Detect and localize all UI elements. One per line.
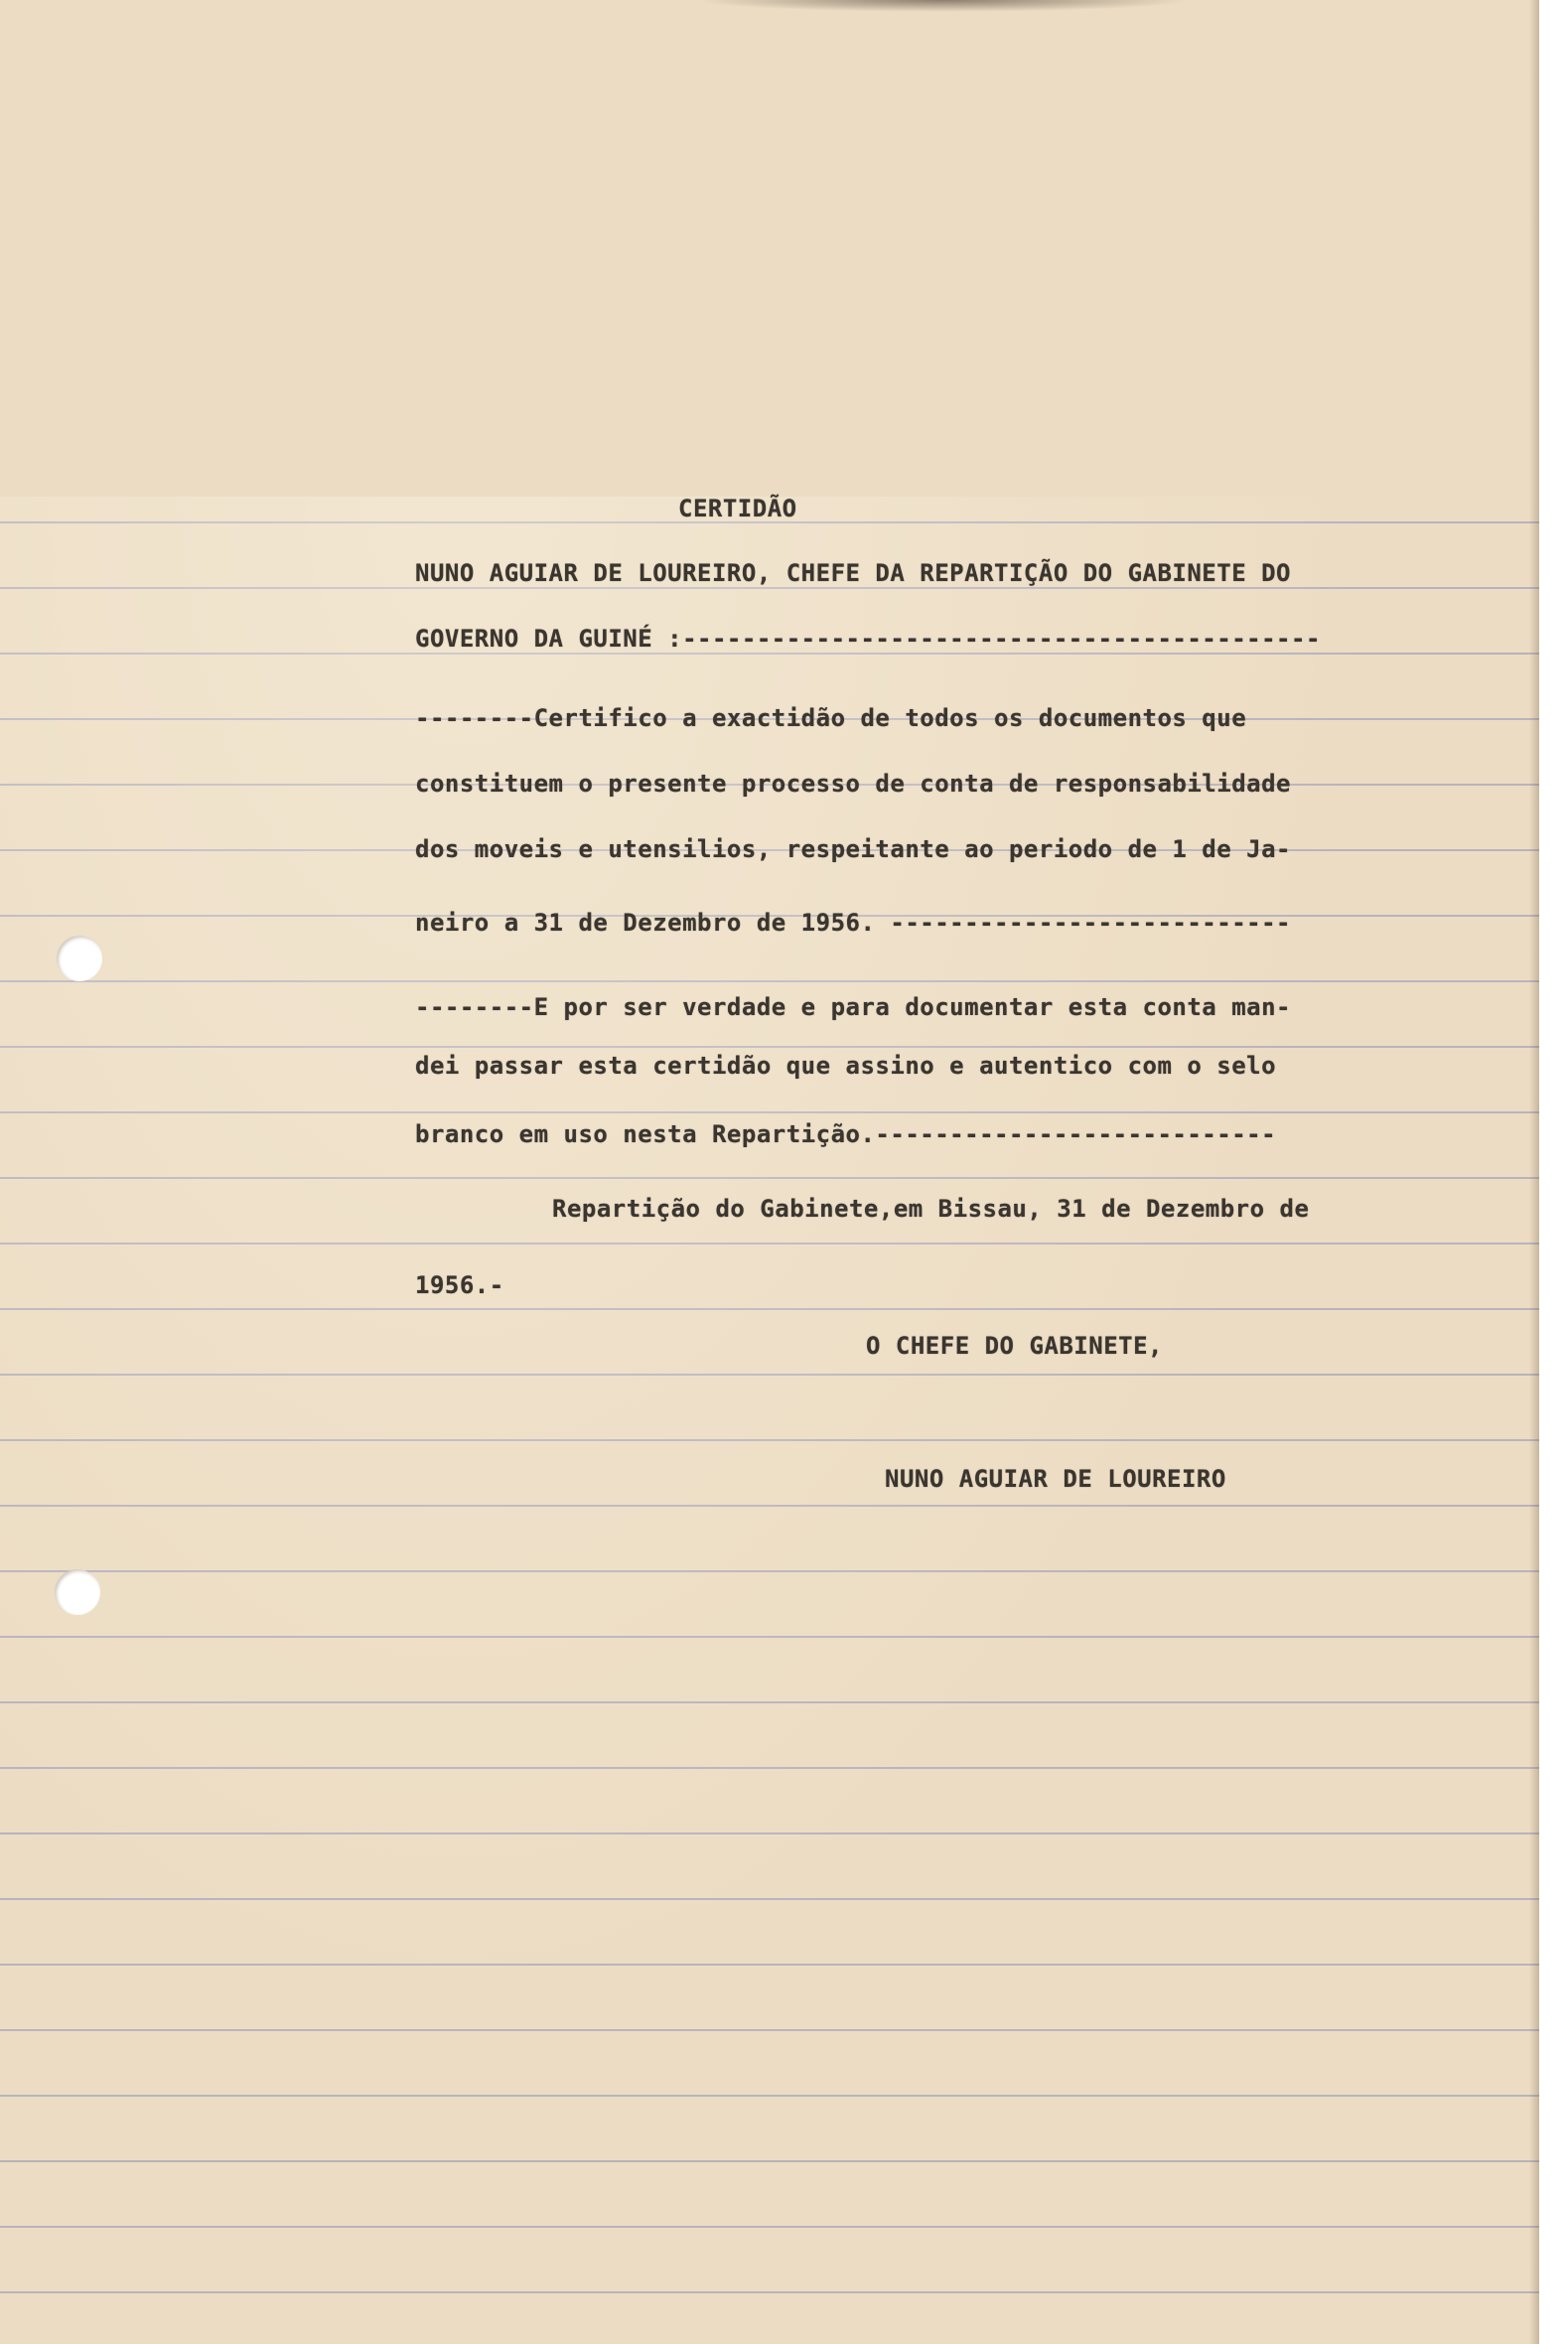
paragraph-1-line-3: dos moveis e utensilios, respeitante ao periodo de 1 de Ja- (415, 835, 1292, 863)
paragraph-2-line-2: dei passar esta certidão que assino e autentico com o selo (415, 1052, 1277, 1080)
paragraph-1-line-2: constituem o presente processo de conta de responsabilidade (415, 770, 1292, 798)
place-date-line-2: 1956.- (415, 1271, 504, 1299)
heading-line-1: NUNO AGUIAR DE LOUREIRO, CHEFE DA REPARTIÇÃO DO GABINETE DO (415, 559, 1292, 587)
paragraph-2-line-3: branco em uso nesta Repartição.--------------------------- (415, 1120, 1277, 1148)
punch-hole-bottom (55, 1569, 100, 1615)
page-top-margin (0, 0, 1539, 497)
signature-name: NUNO AGUIAR DE LOUREIRO (885, 1465, 1226, 1493)
signature-title: O CHEFE DO GABINETE, (866, 1332, 1163, 1360)
paragraph-2-line-1: --------E por ser verdade e para documentar esta conta man- (415, 993, 1292, 1021)
paragraph-1-line-4: neiro a 31 de Dezembro de 1956. --------------------------- (415, 909, 1292, 937)
heading-line-2: GOVERNO DA GUINÉ :------------------------------------------- (415, 625, 1321, 653)
punch-hole-top (57, 936, 102, 981)
document-title: CERTIDÃO (678, 495, 797, 522)
page-right-edge (1529, 0, 1539, 2344)
paragraph-1-line-1: --------Certifico a exactidão de todos os documentos que (415, 704, 1247, 732)
page-top-shadow (695, 0, 1192, 12)
place-date-line-1: Repartição do Gabinete,em Bissau, 31 de Dezembro de (552, 1195, 1310, 1223)
